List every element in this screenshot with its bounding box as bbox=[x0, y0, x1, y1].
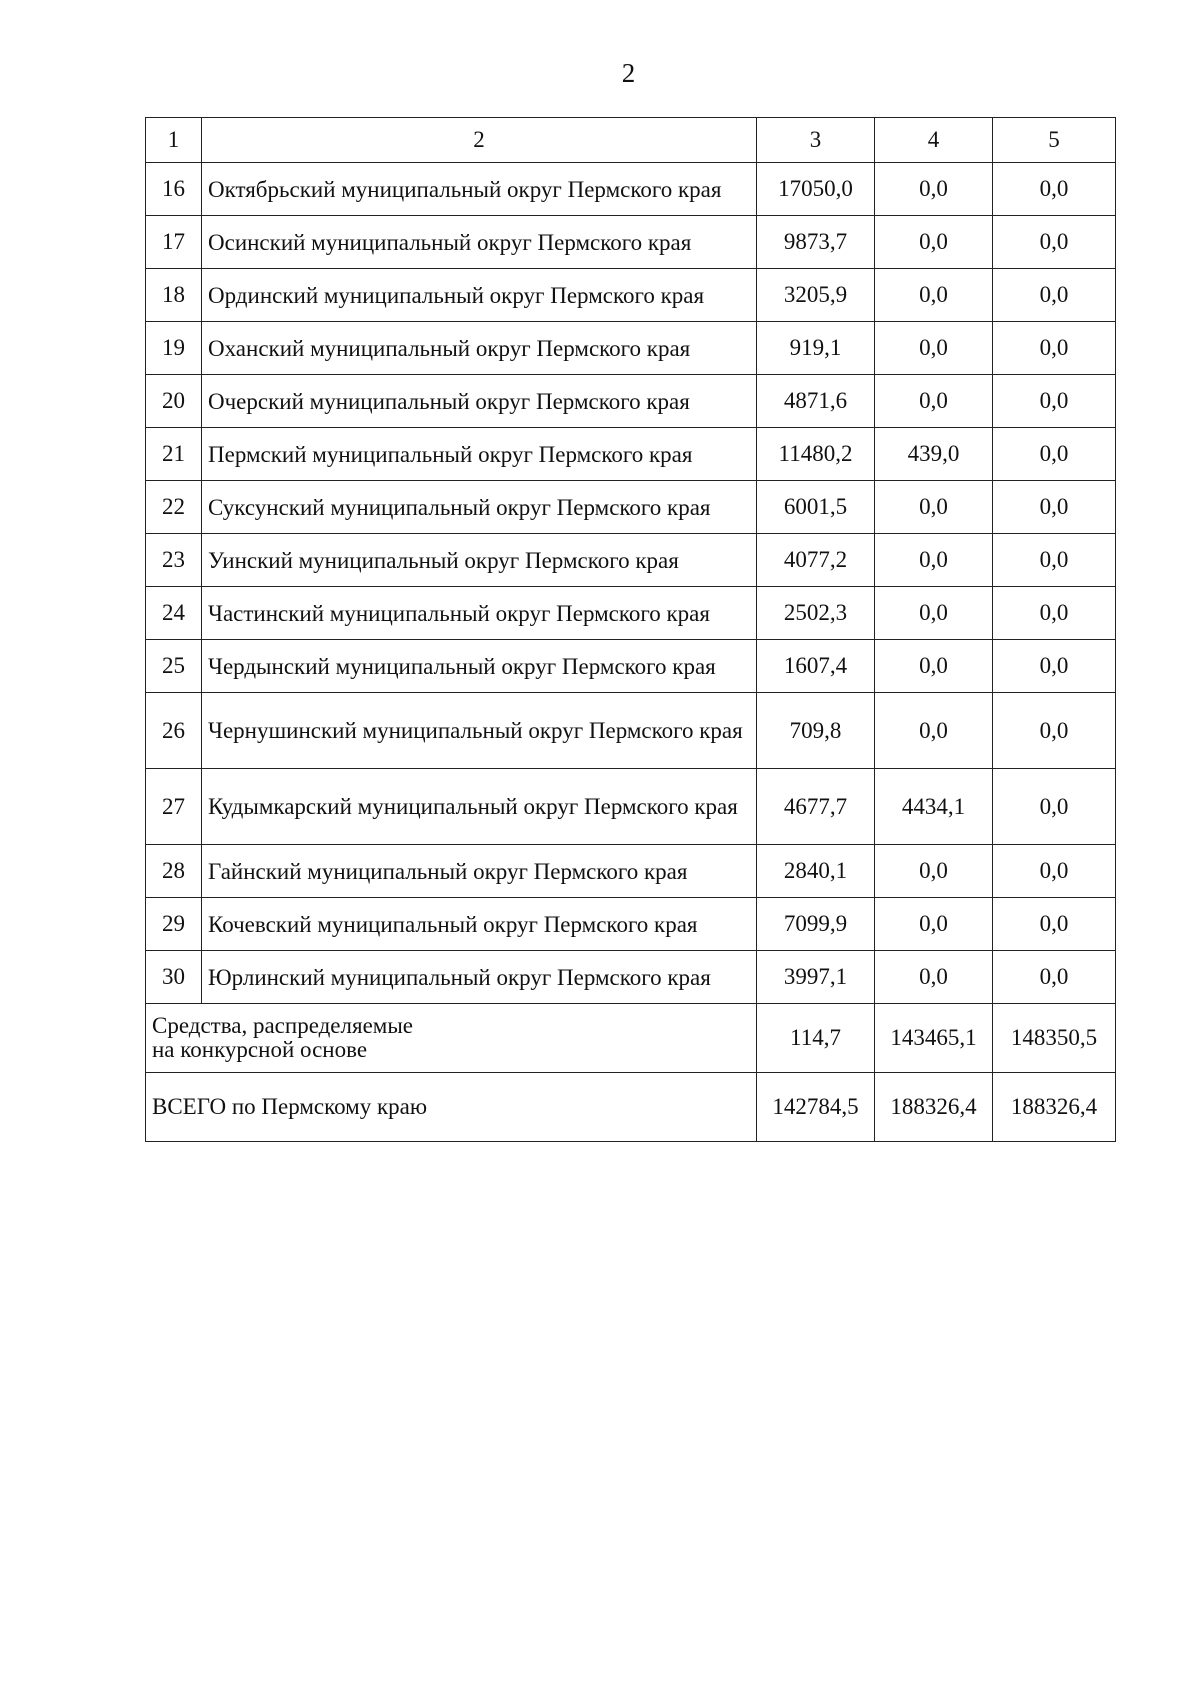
value-col-4: 0,0 bbox=[875, 322, 993, 375]
value-col-3: 4077,2 bbox=[757, 534, 875, 587]
value-col-5: 0,0 bbox=[993, 898, 1116, 951]
table-row bbox=[146, 898, 1116, 951]
value-col-4: 0,0 bbox=[875, 587, 993, 640]
value-col-5: 0,0 bbox=[993, 322, 1116, 375]
value-col-4: 0,0 bbox=[875, 640, 993, 693]
value-col-5: 0,0 bbox=[993, 951, 1116, 1004]
table-row bbox=[146, 481, 1116, 534]
district-name: Осинский муниципальный округ Пермского края bbox=[202, 216, 757, 269]
district-name: Ординский муниципальный округ Пермского края bbox=[202, 269, 757, 322]
value-col-3: 6001,5 bbox=[757, 481, 875, 534]
row-number: 21 bbox=[146, 428, 202, 481]
district-name: Октябрьский муниципальный округ Пермского края bbox=[202, 163, 757, 216]
total-label: ВСЕГО по Пермскому краю bbox=[146, 1073, 757, 1142]
table-row bbox=[146, 163, 1116, 216]
competitive-funds-label-line1: Средства, распределяемые bbox=[152, 1012, 413, 1038]
row-number: 28 bbox=[146, 845, 202, 898]
value-col-3: 11480,2 bbox=[757, 428, 875, 481]
competitive-value-col-3: 114,7 bbox=[757, 1004, 875, 1073]
competitive-value-col-4: 143465,1 bbox=[875, 1004, 993, 1073]
value-col-4: 0,0 bbox=[875, 481, 993, 534]
table-header-row bbox=[146, 118, 1116, 163]
value-col-3: 1607,4 bbox=[757, 640, 875, 693]
row-number: 22 bbox=[146, 481, 202, 534]
district-name: Юрлинский муниципальный округ Пермского края bbox=[202, 951, 757, 1004]
value-col-4: 0,0 bbox=[875, 216, 993, 269]
header-cell-3: 3 bbox=[757, 118, 875, 163]
district-name: Кудымкарский муниципальный округ Пермского края bbox=[202, 769, 757, 845]
total-value-col-5: 188326,4 bbox=[993, 1073, 1116, 1142]
table-row bbox=[146, 375, 1116, 428]
value-col-3: 919,1 bbox=[757, 322, 875, 375]
table-row bbox=[146, 269, 1116, 322]
value-col-3: 2840,1 bbox=[757, 845, 875, 898]
value-col-4: 0,0 bbox=[875, 534, 993, 587]
row-number: 16 bbox=[146, 163, 202, 216]
value-col-5: 0,0 bbox=[993, 693, 1116, 769]
value-col-5: 0,0 bbox=[993, 534, 1116, 587]
value-col-5: 0,0 bbox=[993, 481, 1116, 534]
value-col-3: 9873,7 bbox=[757, 216, 875, 269]
row-number: 29 bbox=[146, 898, 202, 951]
header-cell-2: 2 bbox=[202, 118, 757, 163]
district-name: Чернушинский муниципальный округ Пермского края bbox=[202, 693, 757, 769]
value-col-5: 0,0 bbox=[993, 587, 1116, 640]
value-col-3: 17050,0 bbox=[757, 163, 875, 216]
row-number: 27 bbox=[146, 769, 202, 845]
district-name: Чердынский муниципальный округ Пермского края bbox=[202, 640, 757, 693]
value-col-4: 0,0 bbox=[875, 898, 993, 951]
table-row bbox=[146, 845, 1116, 898]
table-row bbox=[146, 640, 1116, 693]
table-row bbox=[146, 428, 1116, 481]
value-col-5: 0,0 bbox=[993, 428, 1116, 481]
district-name: Гайнский муниципальный округ Пермского края bbox=[202, 845, 757, 898]
value-col-4: 0,0 bbox=[875, 951, 993, 1004]
total-value-col-4: 188326,4 bbox=[875, 1073, 993, 1142]
district-name: Уинский муниципальный округ Пермского края bbox=[202, 534, 757, 587]
header-cell-4: 4 bbox=[875, 118, 993, 163]
value-col-4: 4434,1 bbox=[875, 769, 993, 845]
value-col-5: 0,0 bbox=[993, 845, 1116, 898]
value-col-3: 7099,9 bbox=[757, 898, 875, 951]
competitive-funds-label bbox=[146, 1004, 757, 1073]
value-col-3: 709,8 bbox=[757, 693, 875, 769]
table-row bbox=[146, 693, 1116, 769]
table-row bbox=[146, 216, 1116, 269]
table-body bbox=[146, 118, 1116, 1142]
value-col-3: 3205,9 bbox=[757, 269, 875, 322]
district-name: Кочевский муниципальный округ Пермского края bbox=[202, 898, 757, 951]
row-number: 30 bbox=[146, 951, 202, 1004]
value-col-4: 0,0 bbox=[875, 375, 993, 428]
value-col-4: 0,0 bbox=[875, 163, 993, 216]
table-row bbox=[146, 322, 1116, 375]
total-row bbox=[146, 1073, 1116, 1142]
competitive-value-col-5: 148350,5 bbox=[993, 1004, 1116, 1073]
budget-table bbox=[145, 117, 1116, 1142]
value-col-5: 0,0 bbox=[993, 640, 1116, 693]
value-col-3: 4677,7 bbox=[757, 769, 875, 845]
row-number: 18 bbox=[146, 269, 202, 322]
value-col-3: 2502,3 bbox=[757, 587, 875, 640]
row-number: 17 bbox=[146, 216, 202, 269]
value-col-3: 4871,6 bbox=[757, 375, 875, 428]
row-number: 19 bbox=[146, 322, 202, 375]
value-col-5: 0,0 bbox=[993, 375, 1116, 428]
competitive-funds-label-line2: на конкурсной основе bbox=[152, 1037, 368, 1062]
table-row bbox=[146, 587, 1116, 640]
row-number: 23 bbox=[146, 534, 202, 587]
row-number: 25 bbox=[146, 640, 202, 693]
row-number: 24 bbox=[146, 587, 202, 640]
value-col-4: 0,0 bbox=[875, 845, 993, 898]
table-row bbox=[146, 534, 1116, 587]
page-number: 2 bbox=[621, 58, 636, 88]
row-number: 20 bbox=[146, 375, 202, 428]
table-row bbox=[146, 951, 1116, 1004]
competitive-funds-row bbox=[146, 1004, 1116, 1073]
row-number: 26 bbox=[146, 693, 202, 769]
value-col-4: 439,0 bbox=[875, 428, 993, 481]
total-value-col-3: 142784,5 bbox=[757, 1073, 875, 1142]
table-row bbox=[146, 769, 1116, 845]
value-col-4: 0,0 bbox=[875, 269, 993, 322]
header-cell-1: 1 bbox=[146, 118, 202, 163]
district-name: Частинский муниципальный округ Пермского края bbox=[202, 587, 757, 640]
district-name: Пермский муниципальный округ Пермского края bbox=[202, 428, 757, 481]
header-cell-5: 5 bbox=[993, 118, 1116, 163]
value-col-4: 0,0 bbox=[875, 693, 993, 769]
district-name: Очерский муниципальный округ Пермского края bbox=[202, 375, 757, 428]
district-name: Суксунский муниципальный округ Пермского края bbox=[202, 481, 757, 534]
district-name: Оханский муниципальный округ Пермского края bbox=[202, 322, 757, 375]
value-col-5: 0,0 bbox=[993, 163, 1116, 216]
value-col-3: 3997,1 bbox=[757, 951, 875, 1004]
value-col-5: 0,0 bbox=[993, 269, 1116, 322]
value-col-5: 0,0 bbox=[993, 769, 1116, 845]
value-col-5: 0,0 bbox=[993, 216, 1116, 269]
